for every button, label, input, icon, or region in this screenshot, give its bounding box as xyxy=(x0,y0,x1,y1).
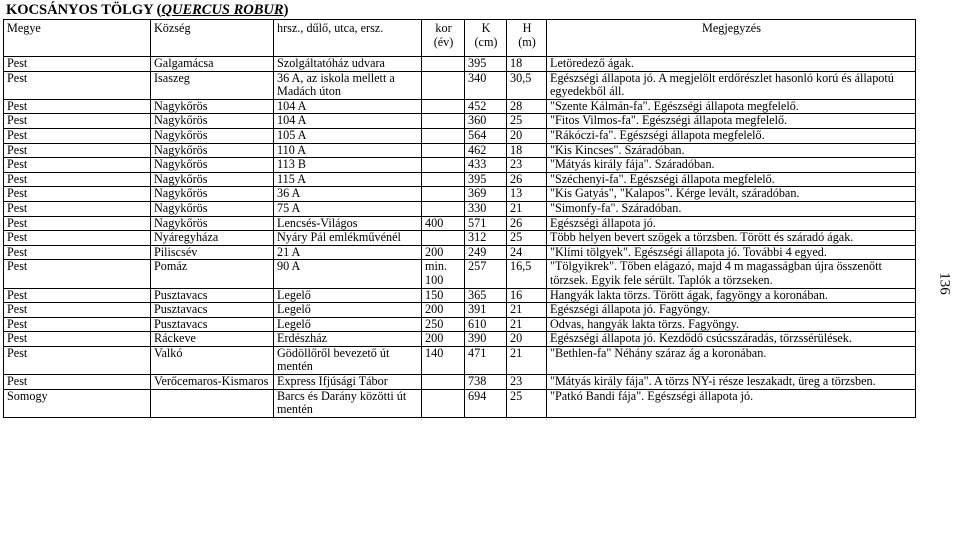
table-row xyxy=(4,71,916,99)
title-scientific-name: QUERCUS ROBUR xyxy=(161,2,284,18)
cell-county: Pest xyxy=(4,216,151,231)
cell-location: 113 B xyxy=(274,158,422,173)
table-row xyxy=(4,303,916,318)
table-row xyxy=(4,389,916,417)
table-row xyxy=(4,332,916,347)
cell-county: Pest xyxy=(4,332,151,347)
cell-height: 26 xyxy=(507,172,547,187)
cell-municipality: Nyáregyháza xyxy=(151,231,274,246)
cell-county: Pest xyxy=(4,245,151,260)
cell-municipality: Nagykőrös xyxy=(151,114,274,129)
cell-height: 25 xyxy=(507,389,547,417)
cell-circumference: 610 xyxy=(465,317,507,332)
cell-circumference: 433 xyxy=(465,158,507,173)
cell-county: Pest xyxy=(4,231,151,246)
cell-circumference: 694 xyxy=(465,389,507,417)
cell-circumference: 395 xyxy=(465,172,507,187)
cell-note: Egészségi állapota jó. Kezdődő csúcsszáradás, törzssérülések. xyxy=(547,332,916,347)
table-row xyxy=(4,128,916,143)
col-header-location: hrsz., dűlő, utca, ersz. xyxy=(274,20,422,57)
cell-height: 28 xyxy=(507,99,547,114)
cell-age: 150 xyxy=(422,288,465,303)
cell-age xyxy=(422,389,465,417)
cell-municipality: Nagykőrös xyxy=(151,143,274,158)
cell-note: "Kis Kincses". Száradóban. xyxy=(547,143,916,158)
cell-height: 18 xyxy=(507,57,547,72)
cell-municipality: Verőcemaros-Kismaros xyxy=(151,375,274,390)
cell-location: 36 A xyxy=(274,187,422,202)
cell-height: 23 xyxy=(507,158,547,173)
cell-note: "Simonfy-fa". Száradóban. xyxy=(547,201,916,216)
cell-county: Pest xyxy=(4,201,151,216)
cell-municipality: Nagykőrös xyxy=(151,216,274,231)
cell-municipality: Piliscsév xyxy=(151,245,274,260)
cell-municipality: Nagykőrös xyxy=(151,128,274,143)
cell-height: 16 xyxy=(507,288,547,303)
cell-county: Pest xyxy=(4,346,151,374)
cell-municipality: Nagykőrös xyxy=(151,172,274,187)
col-header-municipality: Község xyxy=(151,20,274,57)
cell-municipality: Galgamácsa xyxy=(151,57,274,72)
cell-height: 20 xyxy=(507,332,547,347)
table-row xyxy=(4,172,916,187)
cell-age xyxy=(422,187,465,202)
cell-municipality: Pomáz xyxy=(151,260,274,288)
cell-height: 26 xyxy=(507,216,547,231)
cell-county: Pest xyxy=(4,57,151,72)
cell-circumference: 340 xyxy=(465,71,507,99)
cell-municipality: Nagykőrös xyxy=(151,187,274,202)
cell-note: Több helyen bevert szögek a törzsben. Törött és száradó ágak. xyxy=(547,231,916,246)
cell-circumference: 738 xyxy=(465,375,507,390)
cell-location: Barcs és Darány közötti út mentén xyxy=(274,389,422,417)
cell-age: 200 xyxy=(422,332,465,347)
cell-county: Pest xyxy=(4,114,151,129)
cell-age: 140 xyxy=(422,346,465,374)
cell-age xyxy=(422,99,465,114)
title-suffix: ) xyxy=(283,2,289,18)
table-row xyxy=(4,187,916,202)
page-title xyxy=(6,1,288,19)
col-header-height: H (m) xyxy=(507,20,547,57)
cell-height: 23 xyxy=(507,375,547,390)
col-header-county: Megye xyxy=(4,20,151,57)
cell-age xyxy=(422,375,465,390)
cell-note: Egészségi állapota jó. Fagyöngy. xyxy=(547,303,916,318)
cell-county: Pest xyxy=(4,143,151,158)
table-body xyxy=(4,57,916,418)
table-row xyxy=(4,99,916,114)
cell-age: 200 xyxy=(422,303,465,318)
table-row xyxy=(4,317,916,332)
col-header-circumference: K (cm) xyxy=(465,20,507,57)
cell-age xyxy=(422,57,465,72)
cell-location: 21 A xyxy=(274,245,422,260)
cell-circumference: 257 xyxy=(465,260,507,288)
cell-note: Hangyák lakta törzs. Törött ágak, fagyöngy a koronában. xyxy=(547,288,916,303)
cell-county: Pest xyxy=(4,303,151,318)
cell-location: 36 A, az iskola mellett a Madách úton xyxy=(274,71,422,99)
cell-circumference: 571 xyxy=(465,216,507,231)
cell-circumference: 462 xyxy=(465,143,507,158)
cell-age xyxy=(422,231,465,246)
cell-municipality: Nagykőrös xyxy=(151,201,274,216)
table-row xyxy=(4,158,916,173)
cell-age xyxy=(422,114,465,129)
cell-note: "Tölgyikrek". Tőben elágazó, majd 4 m magasságban újra összenőtt törzsek. Egyik fele sérült. Taplók a törzseken. xyxy=(547,260,916,288)
cell-location: 104 A xyxy=(274,99,422,114)
cell-county: Pest xyxy=(4,288,151,303)
cell-note: "Bethlen-fa" Néhány száraz ág a koronában. xyxy=(547,346,916,374)
cell-municipality: Isaszeg xyxy=(151,71,274,99)
cell-circumference: 395 xyxy=(465,57,507,72)
cell-location: 75 A xyxy=(274,201,422,216)
cell-circumference: 452 xyxy=(465,99,507,114)
cell-location: 110 A xyxy=(274,143,422,158)
cell-location: Erdészház xyxy=(274,332,422,347)
cell-age xyxy=(422,128,465,143)
cell-location: Nyáry Pál emlékművénél xyxy=(274,231,422,246)
cell-location: Express Ifjúsági Tábor xyxy=(274,375,422,390)
cell-county: Pest xyxy=(4,187,151,202)
table-header-row xyxy=(4,20,916,57)
cell-circumference: 330 xyxy=(465,201,507,216)
cell-note: Odvas, hangyák lakta törzs. Fagyöngy. xyxy=(547,317,916,332)
cell-county: Pest xyxy=(4,375,151,390)
cell-height: 30,5 xyxy=(507,71,547,99)
page-number: 136 xyxy=(936,272,953,295)
cell-circumference: 390 xyxy=(465,332,507,347)
cell-location: Legelő xyxy=(274,317,422,332)
cell-age: min. 100 xyxy=(422,260,465,288)
cell-municipality: Nagykőrös xyxy=(151,99,274,114)
cell-height: 21 xyxy=(507,346,547,374)
table-row xyxy=(4,231,916,246)
cell-circumference: 564 xyxy=(465,128,507,143)
cell-height: 21 xyxy=(507,201,547,216)
tree-register-table xyxy=(3,19,916,418)
cell-age: 400 xyxy=(422,216,465,231)
table-row xyxy=(4,260,916,288)
cell-circumference: 369 xyxy=(465,187,507,202)
cell-note: Egészségi állapota jó. xyxy=(547,216,916,231)
cell-circumference: 312 xyxy=(465,231,507,246)
cell-location: 115 A xyxy=(274,172,422,187)
table-row xyxy=(4,245,916,260)
cell-circumference: 365 xyxy=(465,288,507,303)
table-row xyxy=(4,346,916,374)
table-row xyxy=(4,288,916,303)
col-header-age: kor (év) xyxy=(422,20,465,57)
title-prefix: KOCSÁNYOS TÖLGY ( xyxy=(6,2,162,18)
cell-county: Pest xyxy=(4,99,151,114)
cell-location: Gödöllőről bevezető út mentén xyxy=(274,346,422,374)
cell-municipality xyxy=(151,389,274,417)
cell-height: 24 xyxy=(507,245,547,260)
cell-municipality: Valkó xyxy=(151,346,274,374)
cell-location: Szolgáltatóház udvara xyxy=(274,57,422,72)
cell-height: 25 xyxy=(507,114,547,129)
cell-age: 250 xyxy=(422,317,465,332)
cell-age xyxy=(422,158,465,173)
table-row xyxy=(4,375,916,390)
cell-height: 16,5 xyxy=(507,260,547,288)
cell-note: "Klími tölgyek". Egészségi állapota jó. További 4 egyed. xyxy=(547,245,916,260)
cell-county: Pest xyxy=(4,158,151,173)
table-row xyxy=(4,201,916,216)
cell-height: 20 xyxy=(507,128,547,143)
cell-county: Pest xyxy=(4,71,151,99)
cell-note: "Patkó Bandi fája". Egészségi állapota jó. xyxy=(547,389,916,417)
cell-county: Somogy xyxy=(4,389,151,417)
cell-height: 21 xyxy=(507,303,547,318)
cell-municipality: Pusztavacs xyxy=(151,303,274,318)
cell-municipality: Pusztavacs xyxy=(151,317,274,332)
col-header-note: Megjegyzés xyxy=(547,20,916,57)
cell-location: Lencsés-Világos xyxy=(274,216,422,231)
cell-note: Letöredező ágak. xyxy=(547,57,916,72)
cell-age xyxy=(422,143,465,158)
cell-note: "Mátyás király fája". Száradóban. xyxy=(547,158,916,173)
cell-height: 21 xyxy=(507,317,547,332)
cell-height: 18 xyxy=(507,143,547,158)
cell-height: 13 xyxy=(507,187,547,202)
cell-location: Legelő xyxy=(274,288,422,303)
cell-location: 90 A xyxy=(274,260,422,288)
cell-location: 104 A xyxy=(274,114,422,129)
cell-county: Pest xyxy=(4,128,151,143)
cell-location: Legelő xyxy=(274,303,422,318)
cell-note: "Kis Gatyás", "Kalapos". Kérge levált, száradóban. xyxy=(547,187,916,202)
cell-height: 25 xyxy=(507,231,547,246)
cell-circumference: 391 xyxy=(465,303,507,318)
cell-municipality: Pusztavacs xyxy=(151,288,274,303)
cell-county: Pest xyxy=(4,172,151,187)
table-row xyxy=(4,216,916,231)
cell-age xyxy=(422,172,465,187)
cell-circumference: 249 xyxy=(465,245,507,260)
cell-circumference: 471 xyxy=(465,346,507,374)
table-row xyxy=(4,143,916,158)
cell-circumference: 360 xyxy=(465,114,507,129)
cell-county: Pest xyxy=(4,317,151,332)
cell-municipality: Ráckeve xyxy=(151,332,274,347)
cell-note: "Rákóczi-fa". Egészségi állapota megfelelő. xyxy=(547,128,916,143)
cell-note: "Fitos Vilmos-fa". Egészségi állapota megfelelő. xyxy=(547,114,916,129)
cell-county: Pest xyxy=(4,260,151,288)
cell-municipality: Nagykőrös xyxy=(151,158,274,173)
cell-note: "Széchenyi-fa". Egészségi állapota megfelelő. xyxy=(547,172,916,187)
cell-note: Egészségi állapota jó. A megjelölt erdőrészlet hasonló korú és állapotú egyedekből áll. xyxy=(547,71,916,99)
cell-age xyxy=(422,201,465,216)
cell-note: "Szente Kálmán-fa". Egészségi állapota megfelelő. xyxy=(547,99,916,114)
cell-age: 200 xyxy=(422,245,465,260)
table-row xyxy=(4,57,916,72)
table-row xyxy=(4,114,916,129)
cell-note: "Mátyás király fája". A törzs NY-i része leszakadt, üreg a törzsben. xyxy=(547,375,916,390)
cell-age xyxy=(422,71,465,99)
cell-location: 105 A xyxy=(274,128,422,143)
